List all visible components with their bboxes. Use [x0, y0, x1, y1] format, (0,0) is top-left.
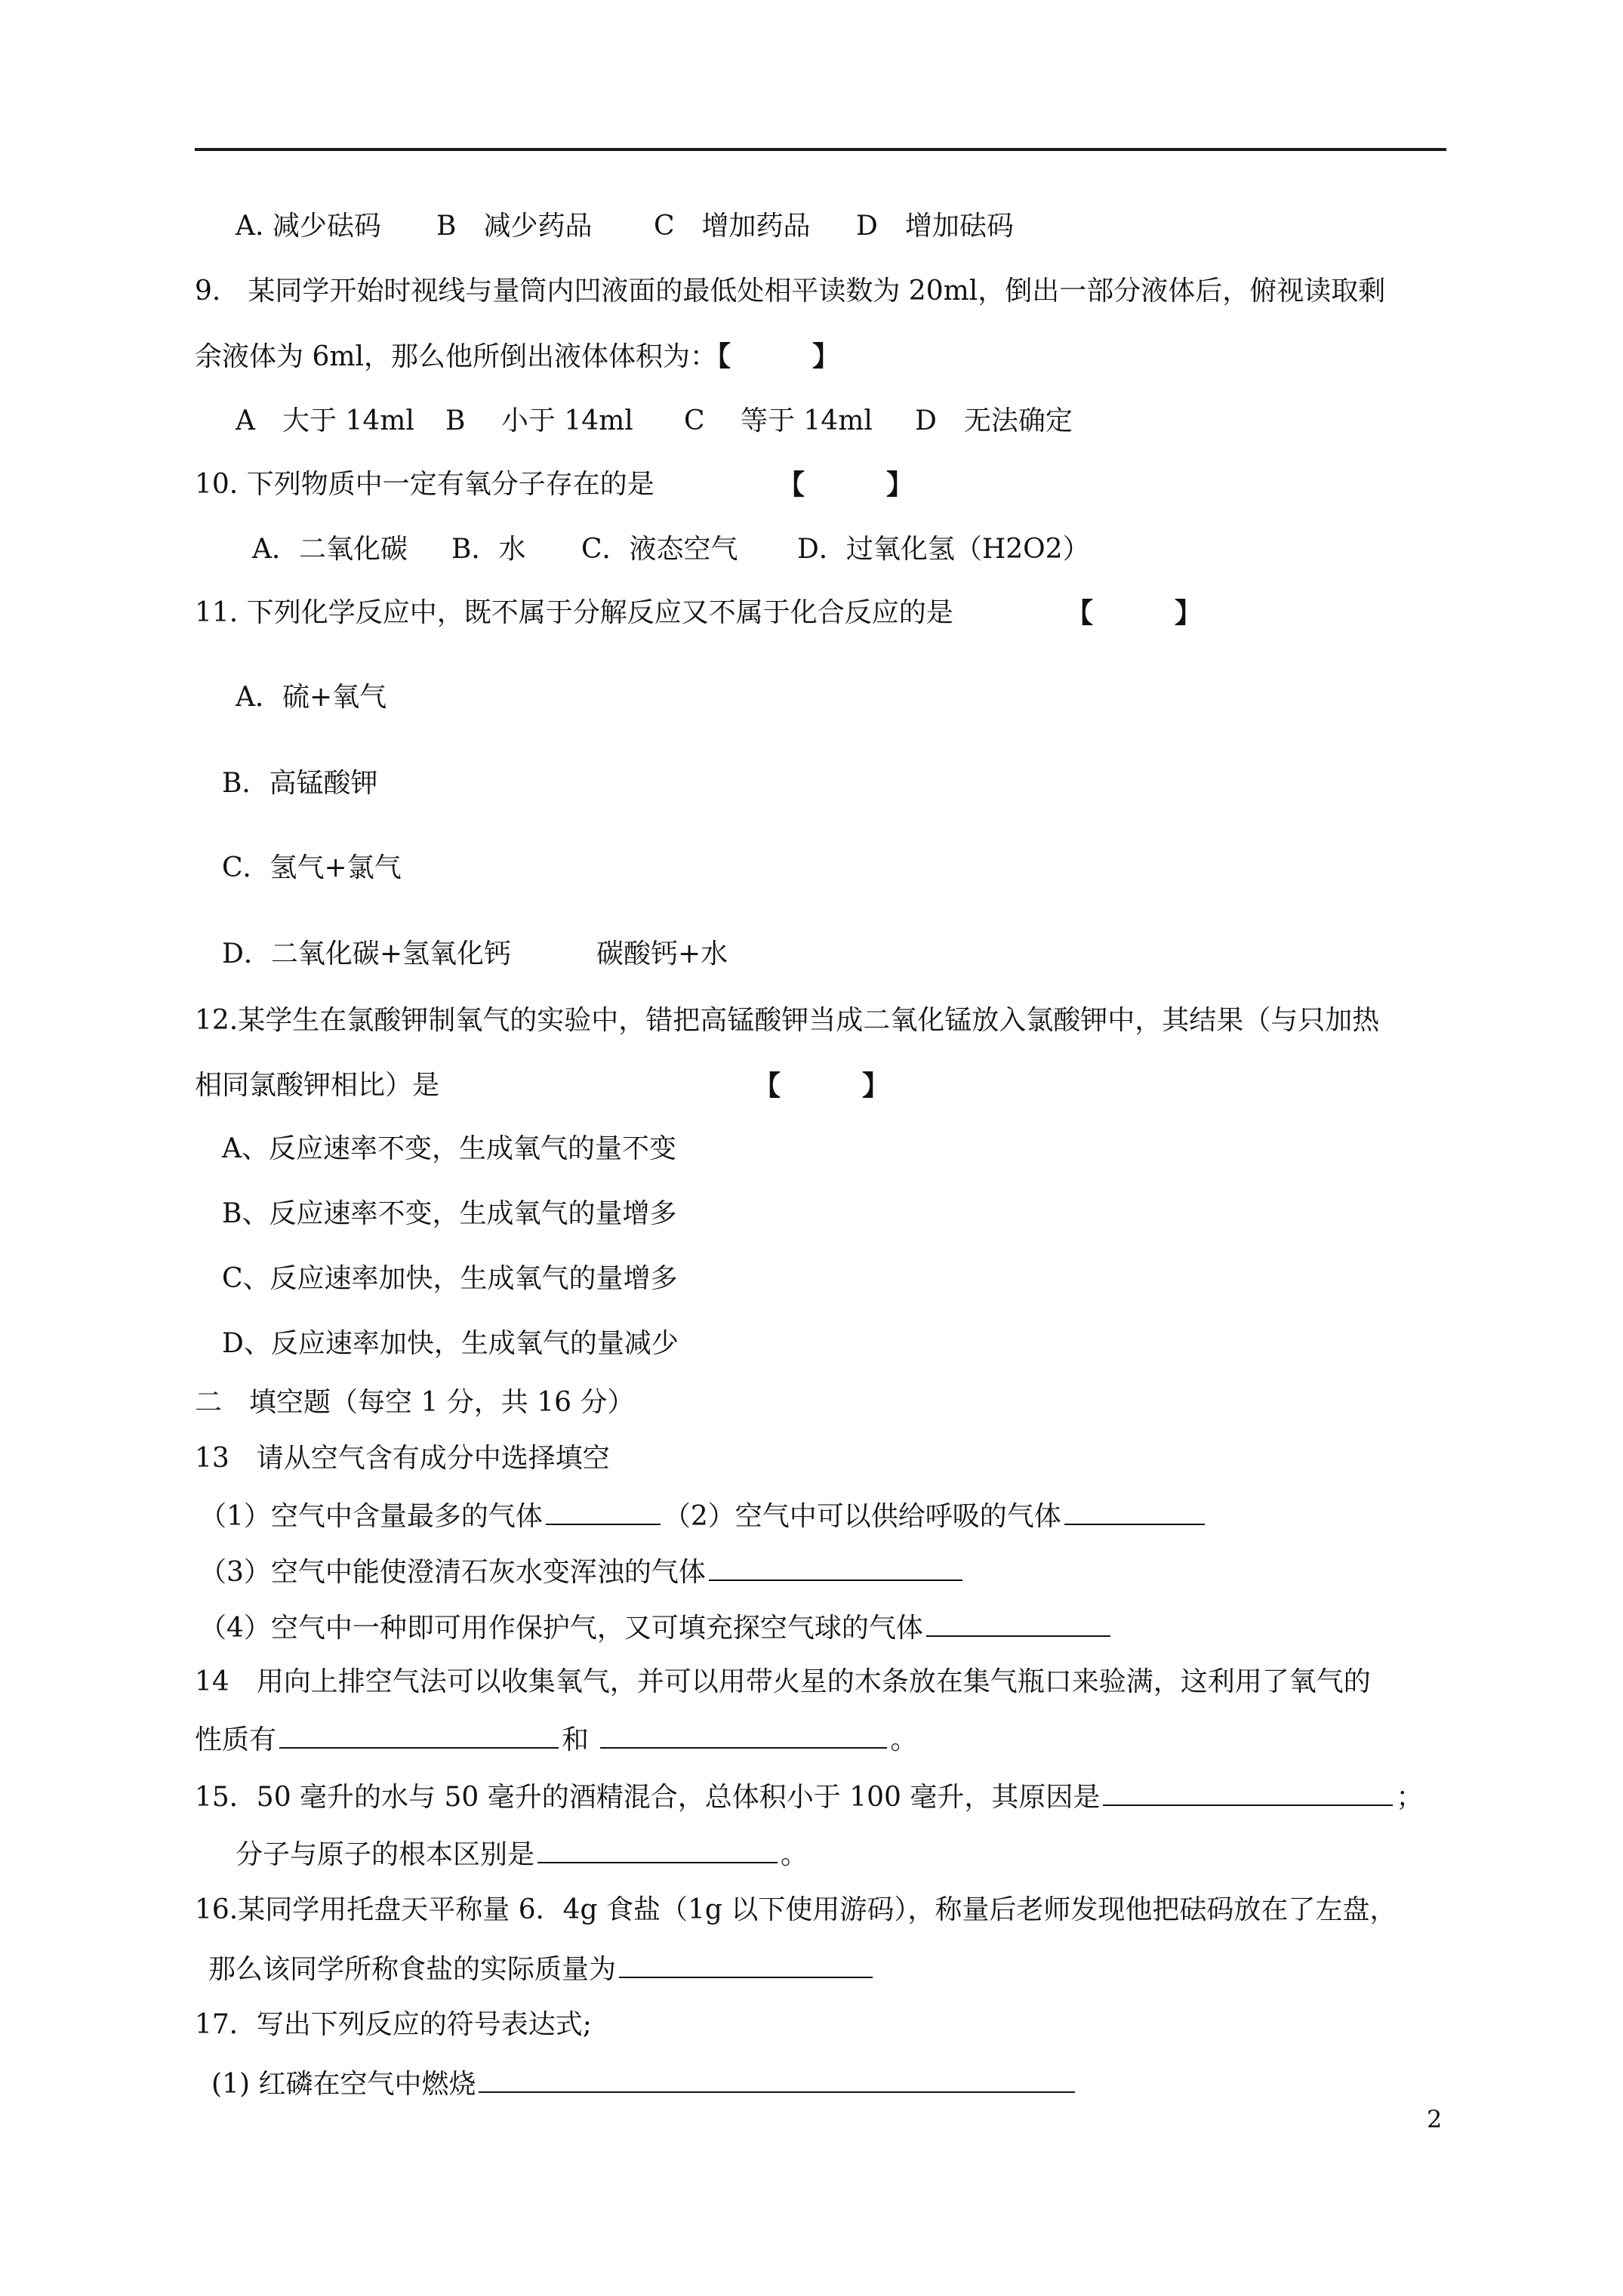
q13-part4: （4）空气中一种即可用作保护气，又可填充探空气球的气体 — [199, 1610, 1113, 1645]
q15-stem-line1: 15．50 毫升的水与 50 毫升的酒精混合，总体积小于 100 毫升，其原因是 ； — [195, 1779, 1423, 1814]
q13-part1: （1）空气中含量最多的气体 （2）空气中可以供给呼吸的气体 — [199, 1498, 1208, 1533]
q17-blank-1[interactable] — [479, 2066, 1075, 2093]
q8-option-b: B 减少药品 — [436, 211, 593, 242]
q15-blank-1[interactable] — [1103, 1779, 1393, 1806]
q16-stem-line2: 那么该同学所称食盐的实际质量为 — [208, 1951, 876, 1986]
q15-stem-line2: 分子与原子的根本区别是 。 — [236, 1836, 808, 1872]
q8-option-a: A. 减少砝码 — [236, 211, 381, 242]
q8-option-d: D 增加砝码 — [856, 211, 1014, 242]
q12-option-d: D、反应速率加快，生成氧气的量减少 — [222, 1328, 679, 1359]
q12-stem-line1: 12.某学生在氯酸钾制氧气的实验中，错把高锰酸钾当成二氧化锰放入氯酸钾中，其结果（与只加热 — [195, 1005, 1380, 1036]
q13-blank-4[interactable] — [926, 1610, 1110, 1637]
q13-blank-2[interactable] — [1064, 1498, 1205, 1525]
q11-option-b: B．高锰酸钾 — [222, 768, 378, 799]
q11-option-d-products: 碳酸钙+水 — [596, 938, 728, 969]
page-number: 2 — [1427, 2105, 1443, 2134]
q13-part2-label: （2）空气中可以供给呼吸的气体 — [663, 1501, 1061, 1532]
q12-stem-line2: 相同氯酸钾相比）是 — [195, 1070, 440, 1101]
q11-answer-bracket: 【 】 — [1066, 597, 1203, 629]
q14-blank-1[interactable] — [279, 1721, 559, 1749]
q9-stem-line1: 9. 某同学开始时视线与量筒内凹液面的最低处相平读数为 20ml，倒出一部分液体后，俯视读取剩 — [195, 276, 1386, 307]
q9-answer-bracket: 【 】 — [717, 341, 840, 372]
q12-option-c: C、反应速率加快，生成氧气的量增多 — [222, 1263, 678, 1294]
q14-blank-2[interactable] — [600, 1721, 887, 1749]
q13-blank-1[interactable] — [546, 1498, 661, 1525]
q12-option-a: A、反应速率不变，生成氧气的量不变 — [222, 1133, 676, 1164]
q9-option-c: C 等于 14ml — [684, 405, 873, 436]
q11-stem: 11. 下列化学反应中，既不属于分解反应又不属于化合反应的是 — [195, 597, 953, 628]
q10-stem: 10. 下列物质中一定有氧分子存在的是 — [195, 469, 654, 500]
q10-option-c: C．液态空气 — [581, 534, 738, 565]
q16-stem-line1: 16.某同学用托盘天平称量 6．4g 食盐（1g 以下使用游码），称量后老师发现他把砝码放在了左盘， — [195, 1894, 1397, 1925]
q12-option-b: B、反应速率不变，生成氧气的量增多 — [222, 1198, 677, 1229]
q11-option-a: A．硫+氧气 — [236, 682, 387, 713]
q13-part3: （3）空气中能使澄清石灰水变浑浊的气体 — [199, 1554, 965, 1589]
q13-stem: 13 请从空气含有成分中选择填空 — [195, 1443, 610, 1474]
q17-stem: 17．写出下列反应的符号表达式; — [195, 2009, 592, 2040]
q10-option-a: A．二氧化碳 — [252, 534, 408, 565]
q15-blank-2[interactable] — [537, 1836, 778, 1863]
q9-option-b: B 小于 14ml — [445, 405, 633, 436]
q9-stem-line2: 余液体为 6ml，那么他所倒出液体体积为：【 】 — [195, 341, 840, 372]
q9-option-a: A 大于 14ml — [236, 405, 414, 436]
header-rule — [195, 148, 1446, 151]
q14-stem-line2: 性质有 和 。 — [195, 1721, 918, 1757]
q8-option-c: C 增加药品 — [654, 211, 811, 242]
q10-option-d: D．过氧化氢（H2O2） — [797, 534, 1090, 565]
q17-part1: (1) 红磷在空气中燃烧 — [211, 2066, 1078, 2101]
q10-option-b: B．水 — [451, 534, 526, 565]
q13-blank-3[interactable] — [709, 1554, 962, 1581]
q9-option-d: D 无法确定 — [915, 405, 1073, 436]
q10-answer-bracket: 【 】 — [778, 469, 914, 501]
q16-blank[interactable] — [619, 1951, 873, 1978]
q12-answer-bracket: 【 】 — [753, 1070, 890, 1102]
q11-option-d-reactants: D．二氧化碳+氢氧化钙 — [222, 938, 512, 969]
section-title-fill-in: 二 填空题（每空 1 分，共 16 分） — [195, 1387, 635, 1418]
q11-option-c: C．氢气+氯气 — [222, 852, 402, 883]
q14-stem-line1: 14 用向上排空气法可以收集氧气，并可以用带火星的木条放在集气瓶口来验满，这利用了氧气的 — [195, 1666, 1371, 1697]
